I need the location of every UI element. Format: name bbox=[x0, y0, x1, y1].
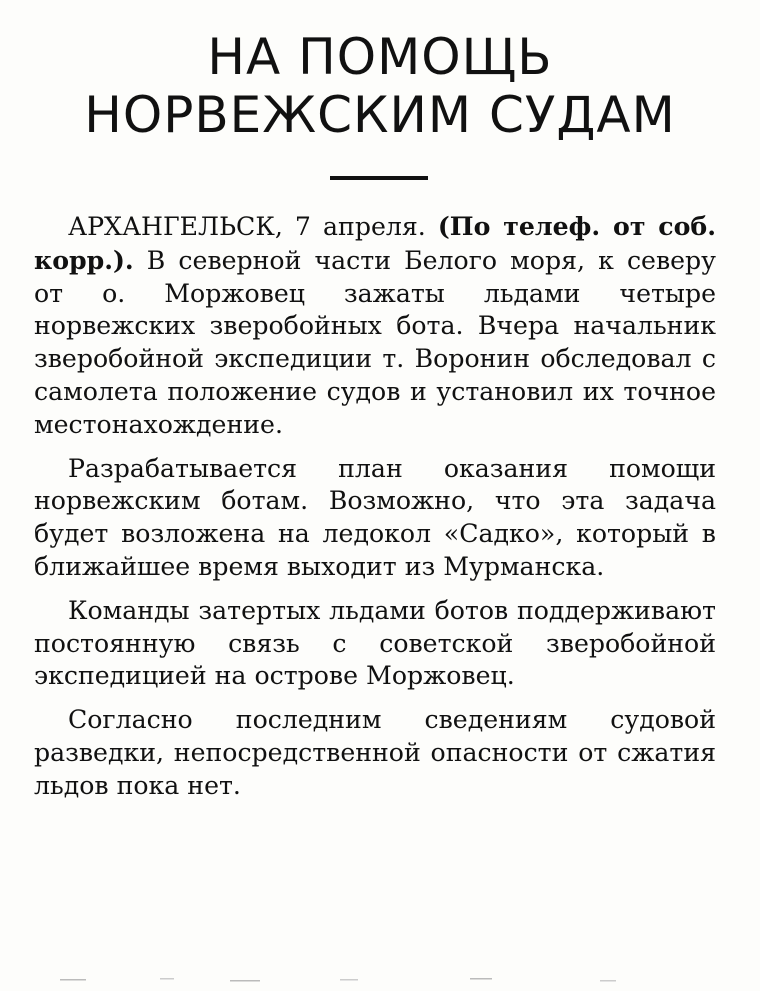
headline bbox=[0, 28, 760, 144]
correspondent-credit: (По телеф. от соб. корр.). bbox=[34, 211, 716, 275]
paragraph-1 bbox=[34, 210, 716, 442]
headline-line-2: НОРВЕЖСКИМ СУДАМ bbox=[84, 86, 676, 144]
paragraph-4: Согласно последним сведениям судовой разведки, непосредственной опасности от сжатия льдов пока нет. bbox=[34, 705, 716, 800]
print-specks bbox=[40, 974, 720, 984]
headline-line-1: НА ПОМОЩЬ bbox=[207, 28, 553, 86]
article-body bbox=[34, 210, 716, 814]
paragraph-3: Команды затертых льдами ботов поддерживают постоянную связь с советской зверобойной экспедицией на острове Моржовец. bbox=[34, 595, 716, 691]
paragraph-2: Разрабатывается план оказания помощи норвежским ботам. Возможно, что эта задача будет возложена на ледокол «Садко», который в ближайшее время выходит из Мурманска. bbox=[34, 453, 716, 581]
paragraph-1-text: В северной части Белого моря, к северу от о. Моржовец зажаты льдами четыре норвежских зверобойных бота. Вчера начальник зверобойной экспедиции т. Воронин обследовал с самолета положение судов и установил их точное местонахождение. bbox=[34, 245, 716, 439]
dateline: АРХАНГЕЛЬСК, 7 апреля. bbox=[68, 212, 426, 241]
headline-divider bbox=[330, 176, 428, 180]
